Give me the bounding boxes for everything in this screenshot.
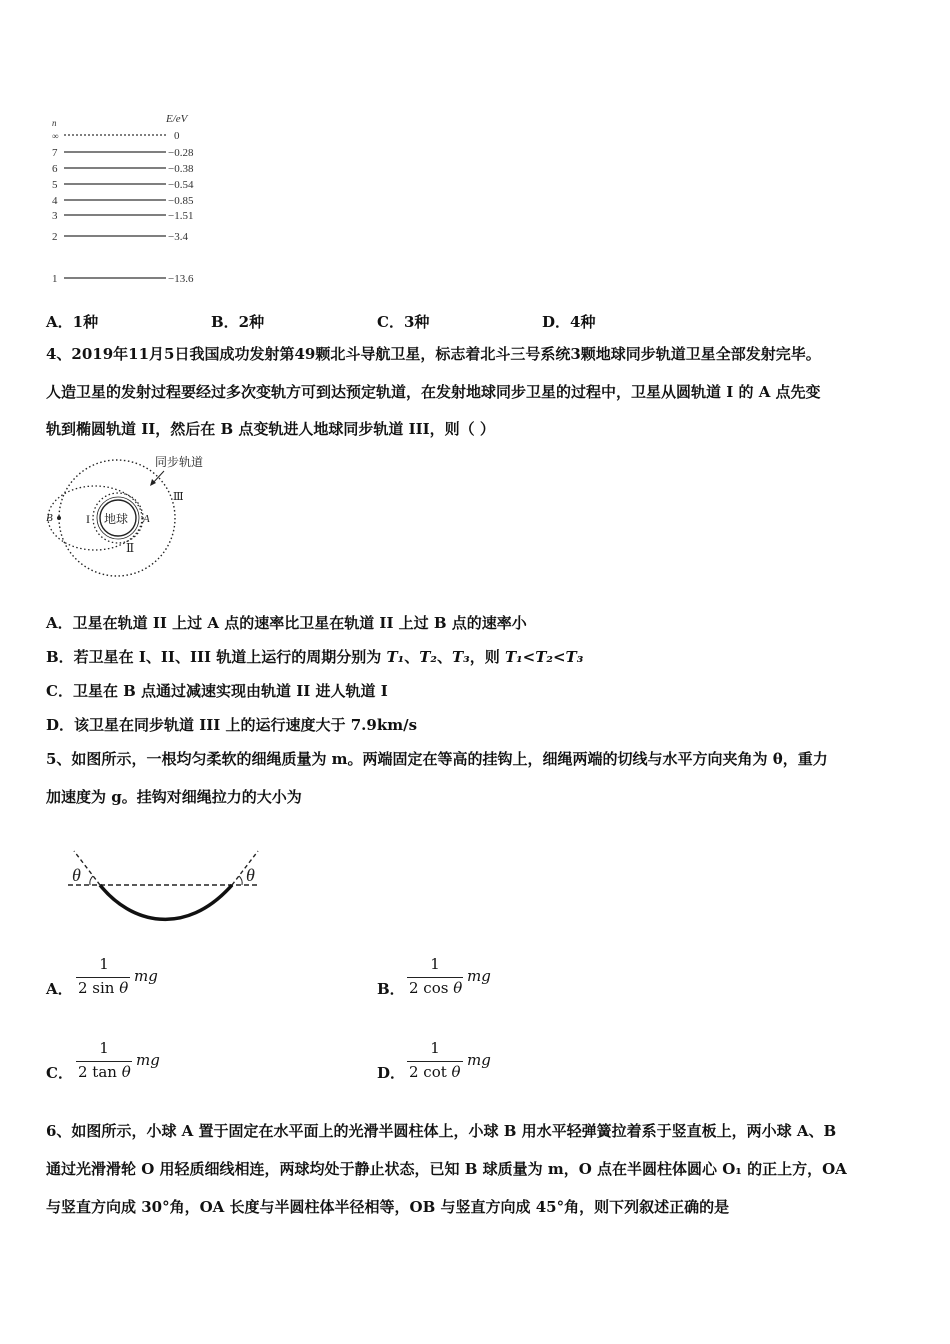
level-energy-label: −0.38 (168, 163, 194, 175)
numerator: 1 (430, 955, 440, 973)
q4-option-b-sep1: 、 (404, 648, 420, 666)
q5-option-b-letter: B． (377, 980, 405, 998)
sync-orbit-label: 同步轨道 (155, 455, 204, 469)
level-energy-label: −1.51 (168, 210, 194, 222)
point-a-label: A (143, 513, 150, 525)
q4-option-b-t3: T₃ (451, 648, 470, 666)
q6-text-line3: 与竖直方向成 30°角，OA 长度与半圆柱体半径相等，OB 与竖直方向成 45°角，则下列叙述正确的是 (46, 1198, 730, 1216)
q3-option-a[interactable]: A．1种 (46, 313, 99, 331)
denominator (409, 979, 462, 997)
level-n-label: 5 (52, 179, 58, 191)
theta-right-label: θ (246, 865, 255, 885)
q4-option-b-t1: T₁ (386, 648, 405, 666)
denominator (78, 979, 128, 997)
q3-option-b[interactable]: B．2种 (211, 313, 265, 331)
q4-text-line1: 4、2019年11月5日我国成功发射第49颗北斗导航卫星，标志着北斗三号系统3颗地球同步轨道卫星全部发射完毕。 (46, 345, 821, 363)
mg-term: mg (134, 967, 158, 985)
fraction-bar (407, 977, 463, 978)
earth-label: 地球 (104, 512, 129, 526)
left-angle-arc (90, 876, 93, 885)
q4-option-c[interactable]: C．卫星在 B 点通过减速实现由轨道 II 进人轨道 I (46, 682, 388, 700)
denominator-function: 2 cot (409, 1063, 452, 1081)
q5-option-a[interactable] (46, 955, 246, 1005)
q4-option-b-then: ，则 (469, 648, 500, 666)
rope-curve (100, 885, 232, 919)
orbit-iii-label: Ⅲ (173, 491, 184, 503)
mg-term: mg (136, 1051, 160, 1069)
denominator-function: 2 sin (78, 979, 120, 997)
denominator (409, 1063, 461, 1081)
q4-option-d[interactable]: D．该卫星在同步轨道 III 上的运行速度大于 7.9km/s (46, 716, 418, 734)
q5-text-line2: 加速度为 g。挂钩对细绳拉力的大小为 (46, 788, 302, 806)
q5-option-a-letter: A． (46, 980, 73, 998)
denominator-variable: θ (453, 979, 463, 997)
denominator-variable: θ (451, 1063, 461, 1081)
point-b-dot (57, 516, 61, 520)
orbit-ii-label: Ⅱ (126, 541, 135, 555)
fraction-bar (76, 1061, 132, 1062)
level-n-label: ∞ (52, 131, 59, 141)
q5-option-c-letter: C． (46, 1064, 73, 1082)
level-energy-label: −0.54 (168, 179, 194, 191)
q4-option-b-t2: T₂ (419, 648, 437, 666)
q3-option-c[interactable]: C．3种 (377, 313, 430, 331)
denominator-function: 2 tan (78, 1063, 122, 1081)
energy-level-diagram (40, 108, 220, 288)
q4-option-b-relation: T₁<T₂<T₃ (504, 648, 584, 666)
q4-option-b-sep2: 、 (436, 648, 452, 666)
q6-text-line2: 通过光滑滑轮 O 用轻质细线相连，两球均处于静止状态，已知 B 球质量为 m，O 点在半圆柱体圆心 O₁ 的正上方，OA (46, 1160, 847, 1178)
level-n-label: 3 (52, 210, 58, 222)
q6-text-line1: 6、如图所示，小球 A 置于固定在水平面上的光滑半圆柱体上，小球 B 用水平轻弹簧拉着系于竖直板上，两小球 A、B (46, 1122, 837, 1140)
numerator: 1 (430, 1039, 440, 1057)
fraction-bar (407, 1061, 463, 1062)
fraction-bar (76, 977, 130, 978)
right-angle-arc (239, 876, 242, 885)
denominator (78, 1063, 131, 1081)
orbit-diagram (40, 452, 230, 580)
q4-option-b[interactable] (46, 647, 583, 667)
level-n-label: 7 (52, 147, 58, 159)
level-n-label: 4 (52, 195, 58, 207)
numerator: 1 (99, 1039, 109, 1057)
mg-term: mg (467, 967, 491, 985)
denominator-variable: θ (119, 979, 129, 997)
level-energy-label: 0 (174, 130, 180, 142)
level-energy-label: −13.6 (168, 273, 194, 285)
q5-text-line1: 5、如图所示，一根均匀柔软的细绳质量为 m。两端固定在等高的挂钩上，细绳两端的切线与水平方向夹角为 θ，重力 (46, 750, 828, 768)
q4-option-a[interactable]: A．卫星在轨道 II 上过 A 点的速率比卫星在轨道 II 上过 B 点的速率小 (46, 614, 527, 632)
level-energy-label: −0.28 (168, 147, 194, 159)
q4-option-b-prefix: B．若卫星在 I、II、III 轨道上运行的周期分别为 (46, 648, 382, 666)
level-energy-label: −0.85 (168, 195, 194, 207)
rope-diagram (60, 843, 270, 933)
q5-option-c[interactable] (46, 1039, 246, 1089)
level-n-label: 1 (52, 273, 58, 285)
q4-text-line3: 轨到椭圆轨道 II，然后在 B 点变轨进人地球同步轨道 III，则（ ） (46, 420, 495, 438)
mg-term: mg (467, 1051, 491, 1069)
level-n-label: 6 (52, 163, 58, 175)
level-n-label: 2 (52, 231, 58, 243)
q3-option-d[interactable]: D．4种 (542, 313, 596, 331)
energy-axis-label: E/eV (166, 113, 188, 125)
numerator: 1 (99, 955, 109, 973)
denominator-function: 2 cos (409, 979, 454, 997)
denominator-variable: θ (121, 1063, 131, 1081)
theta-left-label: θ (72, 865, 81, 885)
n-axis-label: n (52, 118, 57, 128)
q5-option-d[interactable] (377, 1039, 577, 1089)
q5-option-b[interactable] (377, 955, 577, 1005)
orbit-i-label: I (86, 512, 90, 526)
point-b-label: B (46, 512, 53, 524)
level-energy-label: −3.4 (168, 231, 188, 243)
q4-text-line2: 人造卫星的发射过程要经过多次变轨方可到达预定轨道，在发射地球同步卫星的过程中，卫星从圆轨道 I 的 A 点先变 (46, 383, 821, 401)
q5-option-d-letter: D． (377, 1064, 406, 1082)
